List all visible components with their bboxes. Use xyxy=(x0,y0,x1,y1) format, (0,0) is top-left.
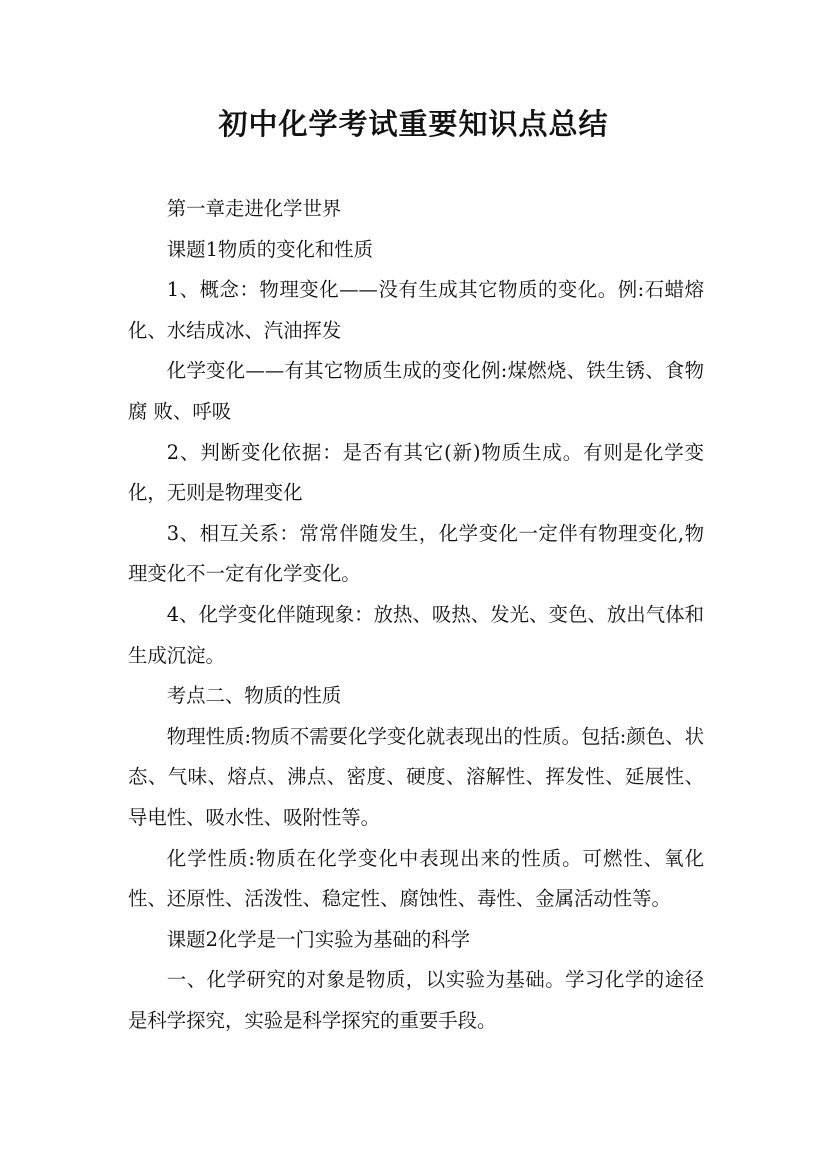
lesson-heading: 课题1物质的变化和性质 xyxy=(166,237,374,261)
paragraph-relationship: 3、相互关系：常常伴随发生，化学变化一定伴有物理变化,物理变化不一定有化学变化。 xyxy=(128,521,704,586)
paragraph-concept: 1、概念：物理变化——没有生成其它物质的变化。例:石蜡熔化、水结成冰、汽油挥发 xyxy=(128,278,704,342)
section-heading: 考点二、物质的性质 xyxy=(166,684,342,708)
paragraph-judgment-basis: 2、判断变化依据：是否有其它(新)物质生成。有则是化学变化，无则是物理变化 xyxy=(128,440,704,505)
paragraph-phenomena: 4、化学变化伴随现象：放热、吸热、发光、变色、放出气体和生成沉淀。 xyxy=(128,602,704,667)
paragraph-chemical-properties: 化学性质:物质在化学变化中表现出来的性质。可燃性、氧化性、还原性、活泼性、稳定性、腐蚀性、毒性、金属活动性等。 xyxy=(128,846,704,911)
paragraph-research-object: 一、化学研究的对象是物质，以实验为基础。学习化学的途径是科学探究，实验是科学探究的重要手段。 xyxy=(128,968,704,1032)
document-body xyxy=(128,189,704,1041)
document-title: 初中化学考试重要知识点总结 xyxy=(218,107,609,141)
lesson-heading-2: 课题2化学是一门实验为基础的科学 xyxy=(166,927,470,951)
chapter-heading: 第一章走进化学世界 xyxy=(166,197,342,220)
paragraph-physical-properties: 物理性质:物质不需要化学变化就表现出的性质。包括:颜色、状态、气味、熔点、沸点、密度、硬度、溶解性、挥发性、延展性、导电性、吸水性、吸附性等。 xyxy=(128,724,704,829)
paragraph-chemical-change: 化学变化——有其它物质生成的变化例:煤燃烧、铁生锈、食物腐 败、呼吸 xyxy=(128,359,704,423)
